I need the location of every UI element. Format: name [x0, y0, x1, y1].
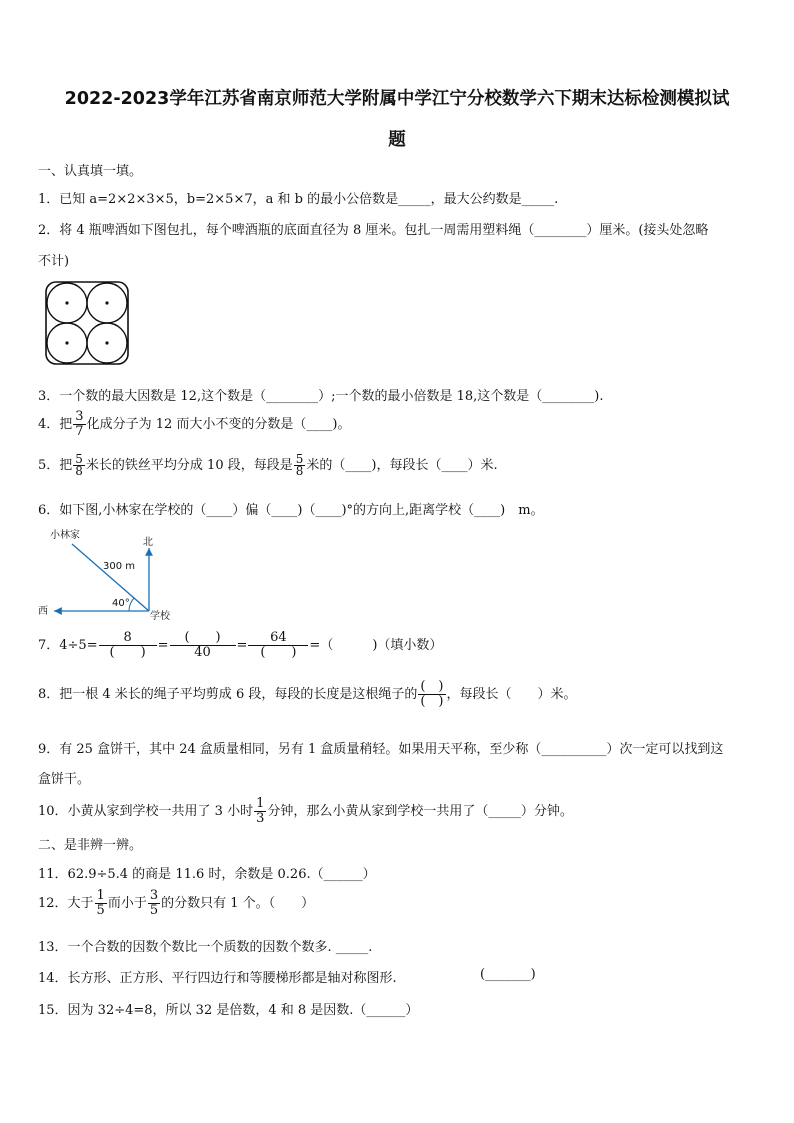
- question-13: 13．一个合数的因数个数比一个质数的因数个数多. _____.: [38, 940, 373, 955]
- q8-denominator: ( ): [420, 694, 444, 709]
- q12-text-pre: 12．大于: [38, 896, 94, 911]
- q4-fraction: [73, 410, 85, 439]
- q7-f3-denominator: ( ): [248, 645, 308, 660]
- q10-fraction: [254, 797, 266, 826]
- label-distance: 300 m: [103, 561, 136, 572]
- q12-numerator-1: 1: [96, 888, 105, 903]
- question-10: [38, 797, 573, 826]
- page-title: 2022-2023学年江苏省南京师范大学附属中学江宁分校数学六下期末达标检测模拟试: [64, 89, 730, 109]
- question-2-cont: 不计): [38, 254, 70, 269]
- question-12: [38, 889, 314, 918]
- question-9: 9．有 25 盒饼干，其中 24 盒质量相同，另有 1 盒质量稍轻。如果用天平称，至少称（__________）次一定可以找到这: [38, 742, 724, 757]
- question-3: 3．一个数的最大因数是 12,这个数是（________）;一个数的最小倍数是 18,这个数是（________).: [38, 389, 604, 404]
- q5-denominator-2: 8: [295, 464, 304, 478]
- label-north: 北: [143, 537, 153, 548]
- q7-f1-numerator: 8: [123, 630, 132, 645]
- q12-denominator-2: 5: [149, 903, 159, 918]
- q5-numerator-1: 5: [75, 452, 83, 466]
- q8-numerator: ( ): [420, 679, 444, 694]
- q10-text-pre: 10．小黄从家到学校一共用了 3 小时: [38, 804, 254, 819]
- q12-fraction-1: [95, 889, 107, 918]
- q7-equals-2: =: [236, 638, 248, 653]
- q5-denominator-1: 8: [75, 464, 83, 478]
- q10-text-post: 分钟，那么小黄从家到学校一共用了（_____）分钟。: [267, 804, 573, 819]
- q7-text-post: =（ )（填小数）: [309, 638, 443, 653]
- q5-text-post: 米的（____)，每段长（____）米.: [306, 458, 498, 473]
- q7-fraction-3: [248, 631, 308, 660]
- bottles-figure: [44, 279, 130, 367]
- q7-f2-numerator: ( ): [184, 630, 221, 645]
- page-title-cont: 题: [388, 130, 406, 150]
- q7-f3-numerator: 64: [270, 630, 287, 645]
- question-9-cont: 盒饼干。: [38, 772, 91, 787]
- q8-text-post: ，每段长（ ）米。: [446, 687, 577, 702]
- q4-text-pre: 4．把: [38, 417, 73, 432]
- q5-fraction-2: [294, 454, 306, 477]
- label-angle: 40°: [112, 598, 130, 609]
- question-2: 2．将 4 瓶啤酒如下图包扎，每个啤酒瓶的底面直径为 8 厘米。包扎一周需用塑料绳（________）厘米。(接头处忽略: [38, 223, 709, 238]
- q5-numerator-2: 5: [295, 452, 304, 466]
- q7-f2-denominator: 40: [170, 645, 236, 660]
- question-5: [38, 454, 498, 477]
- question-7: [38, 631, 442, 660]
- q7-fraction-1: [99, 631, 157, 660]
- direction-diagram: [36, 526, 186, 622]
- section-heading-judge: 二、是非辨一辨。: [38, 838, 143, 853]
- q5-text-mid: 米长的铁丝平均分成 10 段，每段是: [85, 458, 293, 473]
- question-6: 6．如下图,小林家在学校的（____）偏（____)（____)°的方向上,距离学校（____) m。: [38, 503, 544, 518]
- question-14-blank: (_______): [480, 967, 536, 982]
- q8-fraction: [418, 680, 445, 709]
- q4-denominator: 7: [75, 424, 84, 439]
- question-8: [38, 680, 577, 709]
- q7-fraction-2: [170, 631, 236, 660]
- q5-text-pre: 5．把: [38, 458, 73, 473]
- q7-text-pre: 7．4÷5=: [38, 638, 98, 653]
- q12-fraction-2: [148, 889, 160, 918]
- q4-numerator: 3: [75, 409, 84, 424]
- q12-text-post: 的分数只有 1 个。（ ）: [161, 896, 315, 911]
- question-14: 14．长方形、正方形、平行四边行和等腰梯形都是轴对称图形.: [38, 971, 397, 986]
- section-heading-fill: 一、认真填一填。: [38, 164, 143, 179]
- q12-text-mid: 而小于: [107, 896, 147, 911]
- label-west: 西: [38, 606, 48, 617]
- q5-fraction-1: [73, 454, 85, 477]
- q7-equals-1: =: [157, 638, 169, 653]
- question-4: [38, 410, 350, 439]
- q10-denominator: 3: [256, 811, 265, 826]
- q12-numerator-2: 3: [149, 888, 159, 903]
- question-11: 11．62.9÷5.4 的商是 11.6 时，余数是 0.26.（______）: [38, 867, 376, 882]
- q4-text-post: 化成分子为 12 而大小不变的分数是（____)。: [86, 417, 351, 432]
- q8-text-pre: 8．把一根 4 米长的绳子平均剪成 6 段，每段的长度是这根绳子的: [38, 687, 418, 702]
- q7-f1-denominator: ( ): [99, 645, 157, 660]
- q10-numerator: 1: [256, 796, 265, 811]
- label-home: 小林家: [50, 530, 80, 541]
- question-15: 15．因为 32÷4=8，所以 32 是倍数，4 和 8 是因数.（______）: [38, 1003, 419, 1018]
- label-school: 学校: [150, 611, 170, 622]
- question-1: 1．已知 a=2×2×3×5，b=2×5×7，a 和 b 的最小公倍数是_____，最大公约数是_____.: [38, 192, 559, 207]
- q12-denominator-1: 5: [96, 903, 105, 918]
